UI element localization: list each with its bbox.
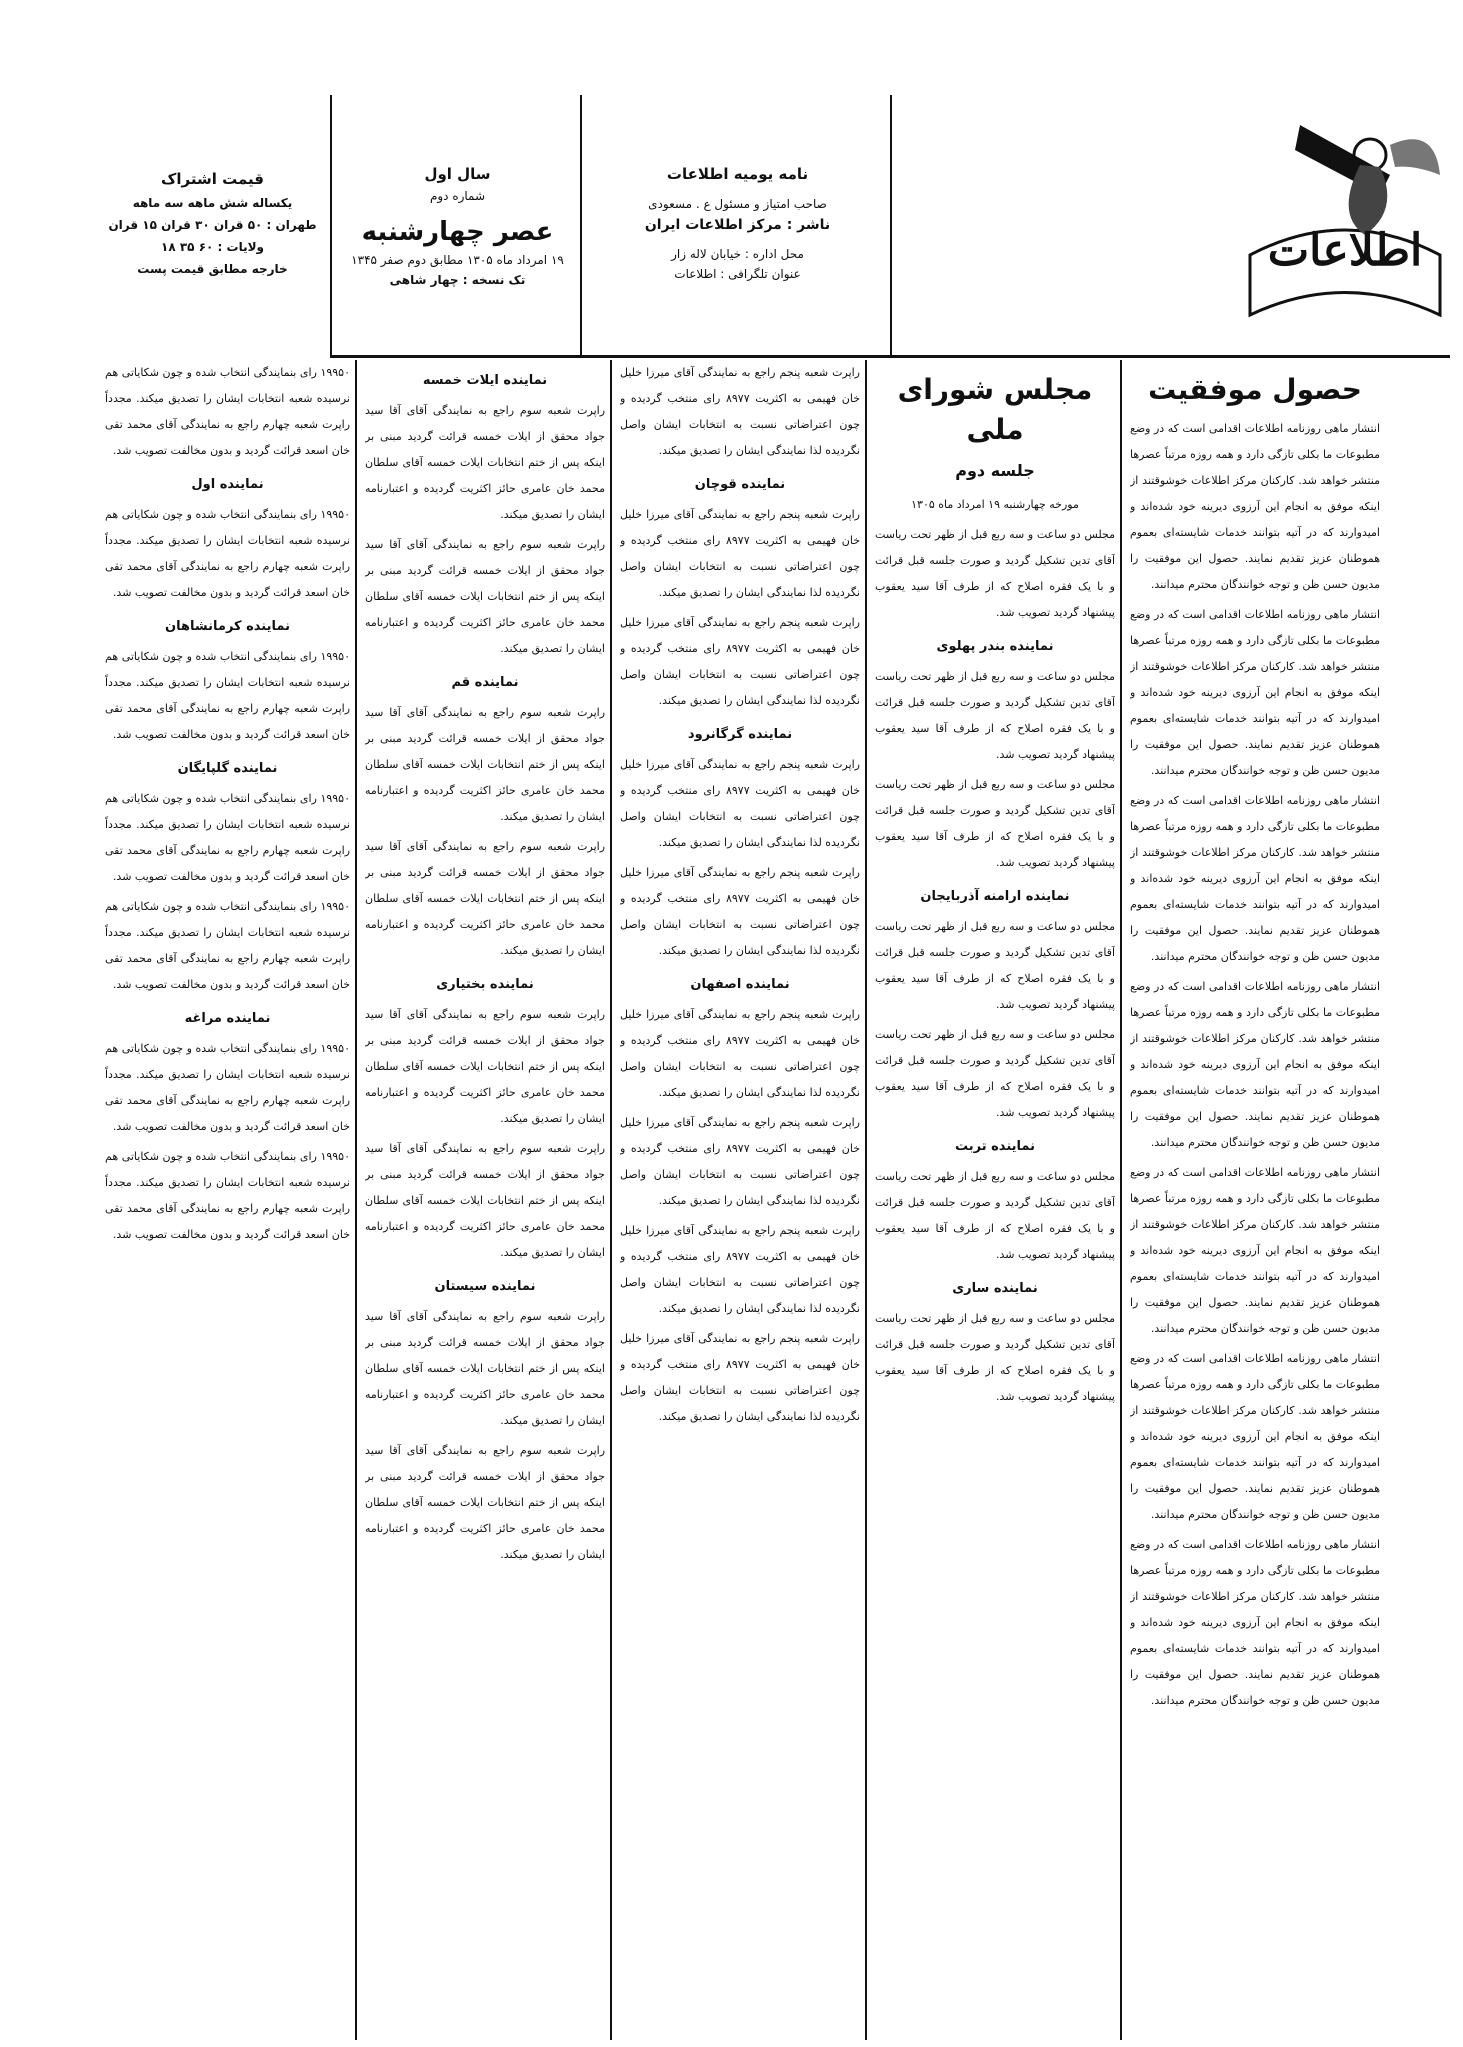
column-2 (875, 360, 1115, 2040)
col5-text: ۱۹۹۵۰ رای بنمایندگی انتخاب شده و چون شکایاتی هم نرسیده شعبه انتخابات ایشان را تصدیق میکند. مجدداً راپرت شعبه چهارم راجع به نمایندگی آقای محمد تقی خان اسعد قرائت گردید و بدون مخالفت تصویب شد. (105, 650, 350, 741)
col5-text: ۱۹۹۵۰ رای بنمایندگی انتخاب شده و چون شکایاتی هم نرسیده شعبه انتخابات ایشان را تصدیق میکند. مجدداً راپرت شعبه چهارم راجع به نمایندگی آقای محمد تقی خان اسعد قرائت گردید و بدون مخالفت تصویب شد. (105, 792, 350, 883)
issue-price: تک نسخه : چهار شاهی (389, 273, 526, 287)
col4-head-khamseh: نماینده ایلات خمسه (422, 373, 548, 388)
column-1 (1130, 360, 1380, 2040)
col5-head-kermanshahan: نماینده کرمانشاهان (165, 619, 290, 634)
col1-text-continued: انتشار ماهی روزنامه اطلاعات اقدامی است که در وضع مطبوعات ما بکلی تازگی دارد و همه روزه مرتباً عصرها منتشر خواهد شد. کارکنان مرکز اطلاعات خوشوقتند از اینکه موفق به انجام این آرزوی دیرینه خود شده‌اند و امیدوارند که در آتیه بتوانند خدمات شایسته‌ای بعموم هموطنان عزیز تقدیم نمایند. حصول این موفقیت را مدیون حسن ظن و توجه خوانندگان محترم میدانند. (1130, 980, 1380, 1149)
col2-text: مجلس دو ساعت و سه ربع قبل از ظهر تحت ریاست آقای تدین تشکیل گردید و صورت جلسه قبل قرائت و با یک فقره اصلاح که از طرف آقا سید یعقوب پیشنهاد گردید تصویب شد. (875, 670, 1115, 761)
col3-text: راپرت شعبه پنجم راجع به نمایندگی آقای میرزا خلیل خان فهیمی به اکثریت ۸۹۷۷ رای منتخب گردیده و چون اعتراضاتی نسبت به انتخابات ایشان واصل نگردیده لذا نمایندگی ایشان را تصدیق میکند. (620, 758, 860, 849)
col4-text: راپرت شعبه سوم راجع به نمایندگی آقای آقا سید جواد محقق از ایلات خمسه قرائت گردید مبنی بر اینکه پس از ختم انتخابات ایلات خمسه آقای سلطان محمد خان عامری حائز اکثریت گردیده و اعتبارنامه ایشان را تصدیق میکند. (365, 706, 605, 823)
logo-text: اطلاعات (1267, 225, 1423, 276)
col5-head-golpayegan: نماینده گلپایگان (177, 761, 278, 776)
columns-area (100, 360, 1450, 2040)
col5-text: ۱۹۹۵۰ رای بنمایندگی انتخاب شده و چون شکایاتی هم نرسیده شعبه انتخابات ایشان را تصدیق میکند. مجدداً راپرت شعبه چهارم راجع به نمایندگی آقای محمد تقی خان اسعد قرائت گردید و بدون مخالفت تصویب شد. (105, 1150, 350, 1241)
col5-head-maragheh: نماینده مراغه (184, 1011, 271, 1026)
subscription-abroad: خارجه مطابق قیمت پست (137, 262, 288, 276)
publisher-box (590, 95, 885, 281)
column-3 (620, 360, 860, 2040)
col3-text: راپرت شعبه پنجم راجع به نمایندگی آقای میرزا خلیل خان فهیمی به اکثریت ۸۹۷۷ رای منتخب گردیده و چون اعتراضاتی نسبت به انتخابات ایشان واصل نگردیده لذا نمایندگی ایشان را تصدیق میکند. (620, 616, 860, 707)
subscription-title: قیمت اشتراک (161, 170, 264, 188)
masthead-rule (890, 95, 892, 355)
column-rule (1120, 360, 1122, 2040)
col2-text: مجلس دو ساعت و سه ربع قبل از ظهر تحت ریاست آقای تدین تشکیل گردید و صورت جلسه قبل قرائت و با یک فقره اصلاح که از طرف آقا سید یعقوب پیشنهاد گردید تصویب شد. (875, 528, 1115, 619)
publisher-title: نامه یومیه اطلاعات (666, 165, 809, 183)
column-rule (865, 360, 867, 2040)
col3-head-gorgan: نماینده گرگانرود (687, 727, 793, 742)
col2-title: مجلس شورای ملی (897, 373, 1093, 446)
issue-number: شماره دوم (429, 189, 486, 203)
col4-head-sistan: نماینده سیستان (434, 1279, 536, 1294)
col4-head-qom: نماینده قم (451, 675, 519, 690)
col1-text-continued: انتشار ماهی روزنامه اطلاعات اقدامی است که در وضع مطبوعات ما بکلی تازگی دارد و همه روزه مرتباً عصرها منتشر خواهد شد. کارکنان مرکز اطلاعات خوشوقتند از اینکه موفق به انجام این آرزوی دیرینه خود شده‌اند و امیدوارند که در آتیه بتوانند خدمات شایسته‌ای بعموم هموطنان عزیز تقدیم نمایند. حصول این موفقیت را مدیون حسن ظن و توجه خوانندگان محترم میدانند. (1130, 794, 1380, 963)
col2-text: مجلس دو ساعت و سه ربع قبل از ظهر تحت ریاست آقای تدین تشکیل گردید و صورت جلسه قبل قرائت و با یک فقره اصلاح که از طرف آقا سید یعقوب پیشنهاد گردید تصویب شد. (875, 920, 1115, 1011)
col2-text: مجلس دو ساعت و سه ربع قبل از ظهر تحت ریاست آقای تدین تشکیل گردید و صورت جلسه قبل قرائت و با یک فقره اصلاح که از طرف آقا سید یعقوب پیشنهاد گردید تصویب شد. (875, 778, 1115, 869)
col5-head-first: نماینده اول (191, 477, 264, 492)
day-name: عصر چهارشنبه (361, 217, 554, 247)
masthead (108, 95, 1450, 358)
col3-head-quchan: نماینده قوچان (694, 477, 786, 492)
column-rule (355, 360, 357, 2040)
col4-head-bakhtiari: نماینده بختیاری (436, 977, 534, 992)
col1-text: انتشار ماهی روزنامه اطلاعات اقدامی است که در وضع مطبوعات ما بکلی تازگی دارد و همه روزه مرتباً عصرها منتشر خواهد شد. کارکنان مرکز اطلاعات خوشوقتند از اینکه موفق به انجام این آرزوی دیرینه خود شده‌اند و امیدوارند که در آتیه بتوانند خدمات شایسته‌ای بعموم هموطنان عزیز تقدیم نمایند. حصول این موفقیت را مدیون حسن ظن و توجه خوانندگان محترم میدانند. (1130, 422, 1380, 591)
col2-date: مورخه چهارشنبه ۱۹ امرداد ماه ۱۳۰۵ (911, 498, 1079, 511)
col2-text: مجلس دو ساعت و سه ربع قبل از ظهر تحت ریاست آقای تدین تشکیل گردید و صورت جلسه قبل قرائت و با یک فقره اصلاح که از طرف آقا سید یعقوب پیشنهاد گردید تصویب شد. (875, 1312, 1115, 1403)
subscription-header: یکساله شش ماهه سه ماهه (132, 196, 293, 210)
col4-text: راپرت شعبه سوم راجع به نمایندگی آقای آقا سید جواد محقق از ایلات خمسه قرائت گردید مبنی بر اینکه پس از ختم انتخابات ایلات خمسه آقای سلطان محمد خان عامری حائز اکثریت گردیده و اعتبارنامه ایشان را تصدیق میکند. (365, 404, 605, 521)
col4-text: راپرت شعبه سوم راجع به نمایندگی آقای آقا سید جواد محقق از ایلات خمسه قرائت گردید مبنی بر اینکه پس از ختم انتخابات ایلات خمسه آقای سلطان محمد خان عامری حائز اکثریت گردیده و اعتبارنامه ایشان را تصدیق میکند. (365, 538, 605, 655)
subscription-tehran: طهران : ۵۰ قران ۳۰ قران ۱۵ قران (108, 218, 317, 232)
col2-text: مجلس دو ساعت و سه ربع قبل از ظهر تحت ریاست آقای تدین تشکیل گردید و صورت جلسه قبل قرائت و با یک فقره اصلاح که از طرف آقا سید یعقوب پیشنهاد گردید تصویب شد. (875, 1170, 1115, 1261)
column-4 (365, 360, 605, 2040)
col4-text: راپرت شعبه سوم راجع به نمایندگی آقای آقا سید جواد محقق از ایلات خمسه قرائت گردید مبنی بر اینکه پس از ختم انتخابات ایلات خمسه آقای سلطان محمد خان عامری حائز اکثریت گردیده و اعتبارنامه ایشان را تصدیق میکند. (365, 1310, 605, 1427)
col1-text-continued: انتشار ماهی روزنامه اطلاعات اقدامی است که در وضع مطبوعات ما بکلی تازگی دارد و همه روزه مرتباً عصرها منتشر خواهد شد. کارکنان مرکز اطلاعات خوشوقتند از اینکه موفق به انجام این آرزوی دیرینه خود شده‌اند و امیدوارند که در آتیه بتوانند خدمات شایسته‌ای بعموم هموطنان عزیز تقدیم نمایند. حصول این موفقیت را مدیون حسن ظن و توجه خوانندگان محترم میدانند. (1130, 1166, 1380, 1335)
col3-text: راپرت شعبه پنجم راجع به نمایندگی آقای میرزا خلیل خان فهیمی به اکثریت ۸۹۷۷ رای منتخب گردیده و چون اعتراضاتی نسبت به انتخابات ایشان واصل نگردیده لذا نمایندگی ایشان را تصدیق میکند. (620, 1008, 860, 1099)
issue-box (340, 95, 575, 287)
col2-head-azarbaijan: نماینده ارامنه آذربایجان (920, 889, 1070, 904)
column-5 (105, 360, 350, 2040)
column-rule (610, 360, 612, 2040)
subscription-provinces: ولایات : ۶۰ ۳۵ ۱۸ (161, 240, 264, 254)
publisher-owner: صاحب امتیاز و مسئول ع . مسعودی (648, 197, 827, 211)
col5-text: ۱۹۹۵۰ رای بنمایندگی انتخاب شده و چون شکایاتی هم نرسیده شعبه انتخابات ایشان را تصدیق میکند. مجدداً راپرت شعبه چهارم راجع به نمایندگی آقای محمد تقی خان اسعد قرائت گردید و بدون مخالفت تصویب شد. (105, 508, 350, 599)
col3-text: راپرت شعبه پنجم راجع به نمایندگی آقای میرزا خلیل خان فهیمی به اکثریت ۸۹۷۷ رای منتخب گردیده و چون اعتراضاتی نسبت به انتخابات ایشان واصل نگردیده لذا نمایندگی ایشان را تصدیق میکند. (620, 366, 860, 457)
masthead-rule (580, 95, 582, 355)
col4-text: راپرت شعبه سوم راجع به نمایندگی آقای آقا سید جواد محقق از ایلات خمسه قرائت گردید مبنی بر اینکه پس از ختم انتخابات ایلات خمسه آقای سلطان محمد خان عامری حائز اکثریت گردیده و اعتبارنامه ایشان را تصدیق میکند. (365, 1142, 605, 1259)
logo (1240, 105, 1450, 345)
col2-head-sari: نماینده ساری (952, 1281, 1038, 1296)
col3-text: راپرت شعبه پنجم راجع به نمایندگی آقای میرزا خلیل خان فهیمی به اکثریت ۸۹۷۷ رای منتخب گردیده و چون اعتراضاتی نسبت به انتخابات ایشان واصل نگردیده لذا نمایندگی ایشان را تصدیق میکند. (620, 508, 860, 599)
col1-text-continued: انتشار ماهی روزنامه اطلاعات اقدامی است که در وضع مطبوعات ما بکلی تازگی دارد و همه روزه مرتباً عصرها منتشر خواهد شد. کارکنان مرکز اطلاعات خوشوقتند از اینکه موفق به انجام این آرزوی دیرینه خود شده‌اند و امیدوارند که در آتیه بتوانند خدمات شایسته‌ای بعموم هموطنان عزیز تقدیم نمایند. حصول این موفقیت را مدیون حسن ظن و توجه خوانندگان محترم میدانند. (1130, 1352, 1380, 1521)
issue-date: ۱۹ امرداد ماه ۱۳۰۵ مطابق دوم صفر ۱۳۴۵ (351, 253, 564, 267)
col3-text: راپرت شعبه پنجم راجع به نمایندگی آقای میرزا خلیل خان فهیمی به اکثریت ۸۹۷۷ رای منتخب گردیده و چون اعتراضاتی نسبت به انتخابات ایشان واصل نگردیده لذا نمایندگی ایشان را تصدیق میکند. (620, 866, 860, 957)
subscription-box (100, 95, 325, 276)
col1-title: حصول موفقیت (1148, 373, 1362, 406)
telegraph-address: عنوان تلگرافی : اطلاعات (674, 267, 801, 281)
publisher-name: ناشر : مرکز اطلاعات ایران (644, 217, 831, 233)
col3-head-esfahan: نماینده اصفهان (690, 977, 790, 992)
col2-head-bandar: نماینده بندر پهلوی (936, 639, 1054, 654)
masthead-rule (330, 95, 332, 355)
col4-text: راپرت شعبه سوم راجع به نمایندگی آقای آقا سید جواد محقق از ایلات خمسه قرائت گردید مبنی بر اینکه پس از ختم انتخابات ایلات خمسه آقای سلطان محمد خان عامری حائز اکثریت گردیده و اعتبارنامه ایشان را تصدیق میکند. (365, 1444, 605, 1561)
col4-text: راپرت شعبه سوم راجع به نمایندگی آقای آقا سید جواد محقق از ایلات خمسه قرائت گردید مبنی بر اینکه پس از ختم انتخابات ایلات خمسه آقای سلطان محمد خان عامری حائز اکثریت گردیده و اعتبارنامه ایشان را تصدیق میکند. (365, 840, 605, 957)
col5-text: ۱۹۹۵۰ رای بنمایندگی انتخاب شده و چون شکایاتی هم نرسیده شعبه انتخابات ایشان را تصدیق میکند. مجدداً راپرت شعبه چهارم راجع به نمایندگی آقای محمد تقی خان اسعد قرائت گردید و بدون مخالفت تصویب شد. (105, 900, 350, 991)
col3-text: راپرت شعبه پنجم راجع به نمایندگی آقای میرزا خلیل خان فهیمی به اکثریت ۸۹۷۷ رای منتخب گردیده و چون اعتراضاتی نسبت به انتخابات ایشان واصل نگردیده لذا نمایندگی ایشان را تصدیق میکند. (620, 1332, 860, 1423)
office-address: محل اداره : خیابان لاله زار (671, 247, 804, 261)
col1-text-continued: انتشار ماهی روزنامه اطلاعات اقدامی است که در وضع مطبوعات ما بکلی تازگی دارد و همه روزه مرتباً عصرها منتشر خواهد شد. کارکنان مرکز اطلاعات خوشوقتند از اینکه موفق به انجام این آرزوی دیرینه خود شده‌اند و امیدوارند که در آتیه بتوانند خدمات شایسته‌ای بعموم هموطنان عزیز تقدیم نمایند. حصول این موفقیت را مدیون حسن ظن و توجه خوانندگان محترم میدانند. (1130, 1538, 1380, 1707)
col4-text: راپرت شعبه سوم راجع به نمایندگی آقای آقا سید جواد محقق از ایلات خمسه قرائت گردید مبنی بر اینکه پس از ختم انتخابات ایلات خمسه آقای سلطان محمد خان عامری حائز اکثریت گردیده و اعتبارنامه ایشان را تصدیق میکند. (365, 1008, 605, 1125)
col2-head-torbat: نماینده تربت (955, 1139, 1035, 1154)
col2-subtitle: جلسه دوم (955, 461, 1035, 480)
year-label: سال اول (424, 165, 491, 183)
col2-text: مجلس دو ساعت و سه ربع قبل از ظهر تحت ریاست آقای تدین تشکیل گردید و صورت جلسه قبل قرائت و با یک فقره اصلاح که از طرف آقا سید یعقوب پیشنهاد گردید تصویب شد. (875, 1028, 1115, 1119)
col3-text: راپرت شعبه پنجم راجع به نمایندگی آقای میرزا خلیل خان فهیمی به اکثریت ۸۹۷۷ رای منتخب گردیده و چون اعتراضاتی نسبت به انتخابات ایشان واصل نگردیده لذا نمایندگی ایشان را تصدیق میکند. (620, 1224, 860, 1315)
col1-text-continued: انتشار ماهی روزنامه اطلاعات اقدامی است که در وضع مطبوعات ما بکلی تازگی دارد و همه روزه مرتباً عصرها منتشر خواهد شد. کارکنان مرکز اطلاعات خوشوقتند از اینکه موفق به انجام این آرزوی دیرینه خود شده‌اند و امیدوارند که در آتیه بتوانند خدمات شایسته‌ای بعموم هموطنان عزیز تقدیم نمایند. حصول این موفقیت را مدیون حسن ظن و توجه خوانندگان محترم میدانند. (1130, 608, 1380, 777)
col5-text: ۱۹۹۵۰ رای بنمایندگی انتخاب شده و چون شکایاتی هم نرسیده شعبه انتخابات ایشان را تصدیق میکند. مجدداً راپرت شعبه چهارم راجع به نمایندگی آقای محمد تقی خان اسعد قرائت گردید و بدون مخالفت تصویب شد. (105, 1042, 350, 1133)
col3-text: راپرت شعبه پنجم راجع به نمایندگی آقای میرزا خلیل خان فهیمی به اکثریت ۸۹۷۷ رای منتخب گردیده و چون اعتراضاتی نسبت به انتخابات ایشان واصل نگردیده لذا نمایندگی ایشان را تصدیق میکند. (620, 1116, 860, 1207)
col5-text: ۱۹۹۵۰ رای بنمایندگی انتخاب شده و چون شکایاتی هم نرسیده شعبه انتخابات ایشان را تصدیق میکند. مجدداً راپرت شعبه چهارم راجع به نمایندگی آقای محمد تقی خان اسعد قرائت گردید و بدون مخالفت تصویب شد. (105, 366, 350, 457)
